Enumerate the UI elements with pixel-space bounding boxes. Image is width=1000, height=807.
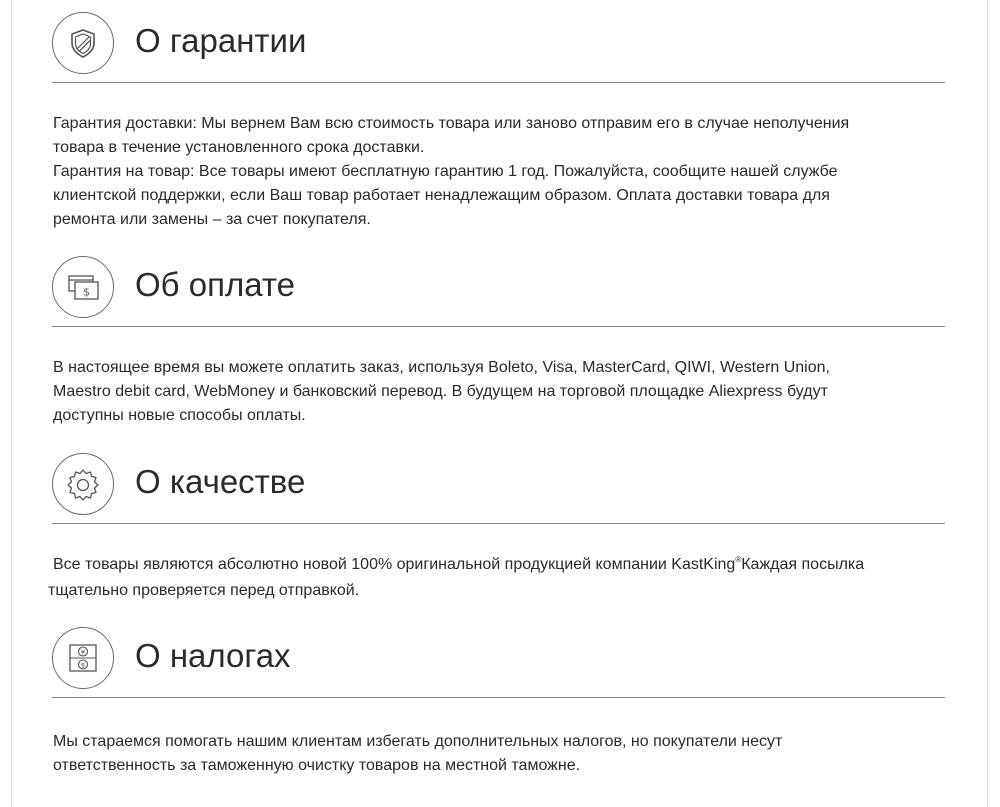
section-title-guarantee: О гарантии	[135, 22, 307, 59]
svg-text:$: $	[83, 285, 90, 299]
svg-text:$: $	[80, 661, 86, 670]
text-line: ответственность за таможенную очистку товаров на местной таможне.	[53, 757, 581, 774]
text-line: В настоящее время вы можете оплатить заказ, используя Boleto, Visa, MasterCard, QIWI, Western Union,	[53, 359, 830, 376]
payment-card-icon	[52, 256, 114, 318]
text-line	[48, 553, 864, 579]
section-title-quality: О качестве	[135, 463, 306, 500]
text-line: ремонта или замены – за счет покупателя.	[53, 211, 371, 228]
section-header-quality	[52, 453, 945, 517]
section-text-taxes	[53, 730, 782, 778]
registered-mark: ®	[735, 555, 742, 564]
tax-currency-icon	[52, 627, 114, 689]
svg-text:¥: ¥	[80, 648, 86, 657]
divider	[52, 326, 945, 327]
shield-icon	[52, 12, 114, 74]
divider	[52, 697, 945, 698]
text-line: Maestro debit card, WebMoney и банковский перевод. В будущем на торговой площадке Aliexpress будут	[53, 383, 828, 400]
divider	[52, 523, 945, 524]
text-line: Мы стараемся помогать нашим клиентам избегать дополнительных налогов, но покупатели несут	[53, 733, 783, 750]
text-fragment: Каждая посылка	[741, 556, 865, 573]
section-title-taxes: О налогах	[135, 637, 291, 674]
text-line: Гарантия доставки: Мы вернем Вам всю стоимость товара или заново отправим его в случае неполучения	[53, 115, 850, 132]
text-line: доступны новые способы оплаты.	[53, 407, 306, 424]
divider	[52, 82, 945, 83]
section-title-payment: Об оплате	[135, 266, 295, 303]
section-text-payment	[53, 356, 830, 428]
section-text-quality	[48, 553, 864, 603]
gear-icon	[52, 453, 114, 515]
text-line: клиентской поддержки, если Ваш товар работает ненадлежащим образом. Оплата доставки товара для	[53, 187, 830, 204]
section-header-guarantee	[52, 12, 945, 76]
text-fragment: Все товары являются абсолютно новой 100% оригинальной продукцией компании KastKing	[53, 556, 736, 573]
text-line: тщательно проверяется перед отправкой.	[48, 582, 360, 599]
section-text-guarantee	[53, 112, 849, 232]
section-header-payment	[52, 256, 945, 320]
text-line: товара в течение установленного срока доставки.	[53, 139, 425, 156]
section-header-taxes	[52, 627, 945, 691]
text-line: Гарантия на товар: Все товары имеют бесплатную гарантию 1 год. Пожалуйста, сообщите нашей службе	[53, 163, 838, 180]
